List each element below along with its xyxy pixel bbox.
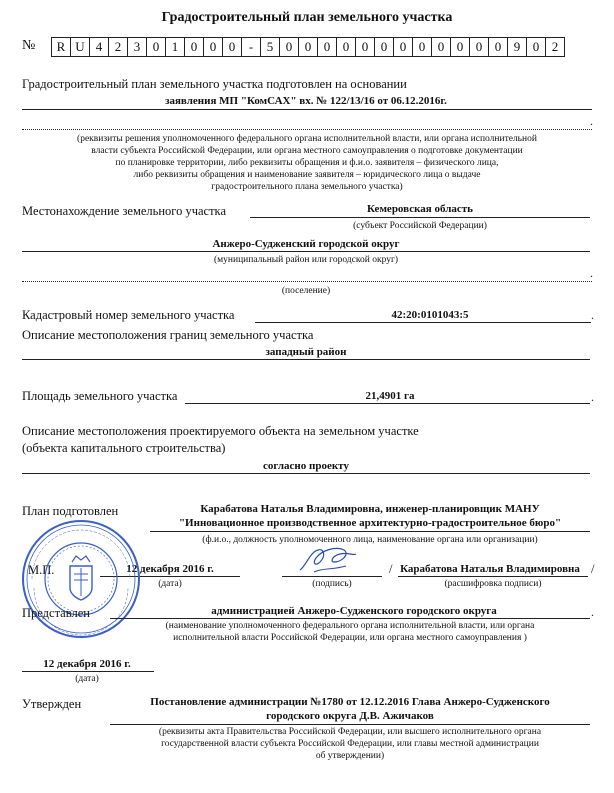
number-cell: 2 xyxy=(545,37,565,57)
basis-value: заявления МП "КомСАХ" вх. № 122/13/16 от 06.12.2016г. xyxy=(165,95,447,107)
number-cell: 0 xyxy=(222,37,242,57)
object-value: согласно проекту xyxy=(263,460,349,472)
object-label-1: Описание местоположения проектируемого объекта на земельном участке xyxy=(22,424,419,438)
location-label: Местонахождение земельного участка xyxy=(22,204,226,218)
prepared-line-1: Карабатова Наталья Владимировна, инженер-планировщик МАНУ xyxy=(200,503,540,515)
number-cell: 0 xyxy=(336,37,356,57)
prepared-line-2: "Инновационное производственное архитектурно-градостроительное бюро" xyxy=(178,517,562,529)
approved-note: (реквизиты акта Правительства Российской Федерации, или высшего исполнительного органа государственной власти субъекта Российской Федерации, или главы местной администрации об утверждении) xyxy=(158,727,542,761)
presented-value: администрацией Анжеро-Судженского городского округа xyxy=(211,605,497,617)
number-cell: 0 xyxy=(146,37,166,57)
number-cell: 1 xyxy=(165,37,185,57)
district-note: (муниципальный район или городской округ) xyxy=(213,255,399,265)
page-title: Градостроительный план земельного участка xyxy=(161,10,453,25)
approved-label: Утвержден xyxy=(22,697,82,711)
presented-date: 12 декабря 2016 г. xyxy=(43,658,131,670)
presented-date-note: (дата) xyxy=(75,674,99,684)
decoding: Карабатова Наталья Владимировна xyxy=(400,563,580,575)
object-label-2: (объекта капитального строительства) xyxy=(22,441,226,455)
prepared-date: 12 декабря 2016 г. xyxy=(126,563,214,575)
prepared-note: (ф.и.о., должность уполномоченного лица, наименование органа или организации) xyxy=(202,535,538,545)
borders-label: Описание местоположения границ земельного участка xyxy=(22,328,314,342)
prepared-date-note: (дата) xyxy=(158,579,182,589)
number-cell: 0 xyxy=(184,37,204,57)
number-cell: - xyxy=(241,37,261,57)
sign-note: (подпись) xyxy=(312,579,352,589)
borders-value: западный район xyxy=(265,346,347,358)
cadastral-label: Кадастровый номер земельного участка xyxy=(22,308,235,322)
number-cell: 0 xyxy=(298,37,318,57)
approved-line-1: Постановление администрации №1780 от 12.12.2016 Глава Анжеро-Судженского xyxy=(150,696,550,708)
number-label: № xyxy=(22,38,36,53)
number-cell: U xyxy=(70,37,90,57)
prepared-label: План подготовлен xyxy=(22,504,119,518)
number-cell: 0 xyxy=(488,37,508,57)
number-cell: 0 xyxy=(374,37,394,57)
basis-intro: Градостроительный план земельного участка подготовлен на основании xyxy=(22,77,407,91)
approved-line-2: городского округа Д.В. Ажичаков xyxy=(266,710,434,722)
signature xyxy=(296,540,360,578)
number-cell: 0 xyxy=(317,37,337,57)
number-cell: 0 xyxy=(450,37,470,57)
settlement-note: (поселение) xyxy=(281,286,331,296)
number-cell: 3 xyxy=(127,37,147,57)
area-label: Площадь земельного участка xyxy=(22,389,178,403)
number-cell: 0 xyxy=(393,37,413,57)
location-region: Кемеровская область xyxy=(367,203,473,215)
number-cell: 5 xyxy=(260,37,280,57)
plan-number xyxy=(52,37,565,57)
cadastral-value: 42:20:0101043:5 xyxy=(391,309,469,321)
basis-note: (реквизиты решения уполномоченного федерального органа исполнительной власти, или органа исполнительной власти субъекта Российской Федерации, или органа местного самоуправления о подготовке документации по планировке территории, либо реквизиты обращения и ф.и.о. заявителя – физического лица, либо реквизиты обращения и наименование заявителя – юридического лица о выдаче градостроительного плана земельного участка) xyxy=(77,134,537,192)
number-cell: R xyxy=(51,37,71,57)
number-cell: 0 xyxy=(469,37,489,57)
area-value: 21,4901 га xyxy=(365,390,415,402)
number-cell: 0 xyxy=(355,37,375,57)
number-cell: 9 xyxy=(507,37,527,57)
location-district: Анжеро-Судженский городской округ xyxy=(212,238,400,250)
presented-note: (наименование уполномоченного федерального органа исполнительной власти, или органа исполнительной власти Российской Федерации, или органа местного самоуправления ) xyxy=(165,621,535,643)
number-cell: 0 xyxy=(412,37,432,57)
number-cell: 0 xyxy=(279,37,299,57)
number-cell: 4 xyxy=(89,37,109,57)
number-cell: 0 xyxy=(431,37,451,57)
mp-label: М.П. xyxy=(28,563,55,577)
number-cell: 0 xyxy=(526,37,546,57)
region-note: (субъект Российской Федерации) xyxy=(353,221,487,231)
decoding-note: (расшифровка подписи) xyxy=(444,579,542,589)
number-cell: 2 xyxy=(108,37,128,57)
presented-label: Представлен xyxy=(22,606,90,620)
number-cell: 0 xyxy=(203,37,223,57)
